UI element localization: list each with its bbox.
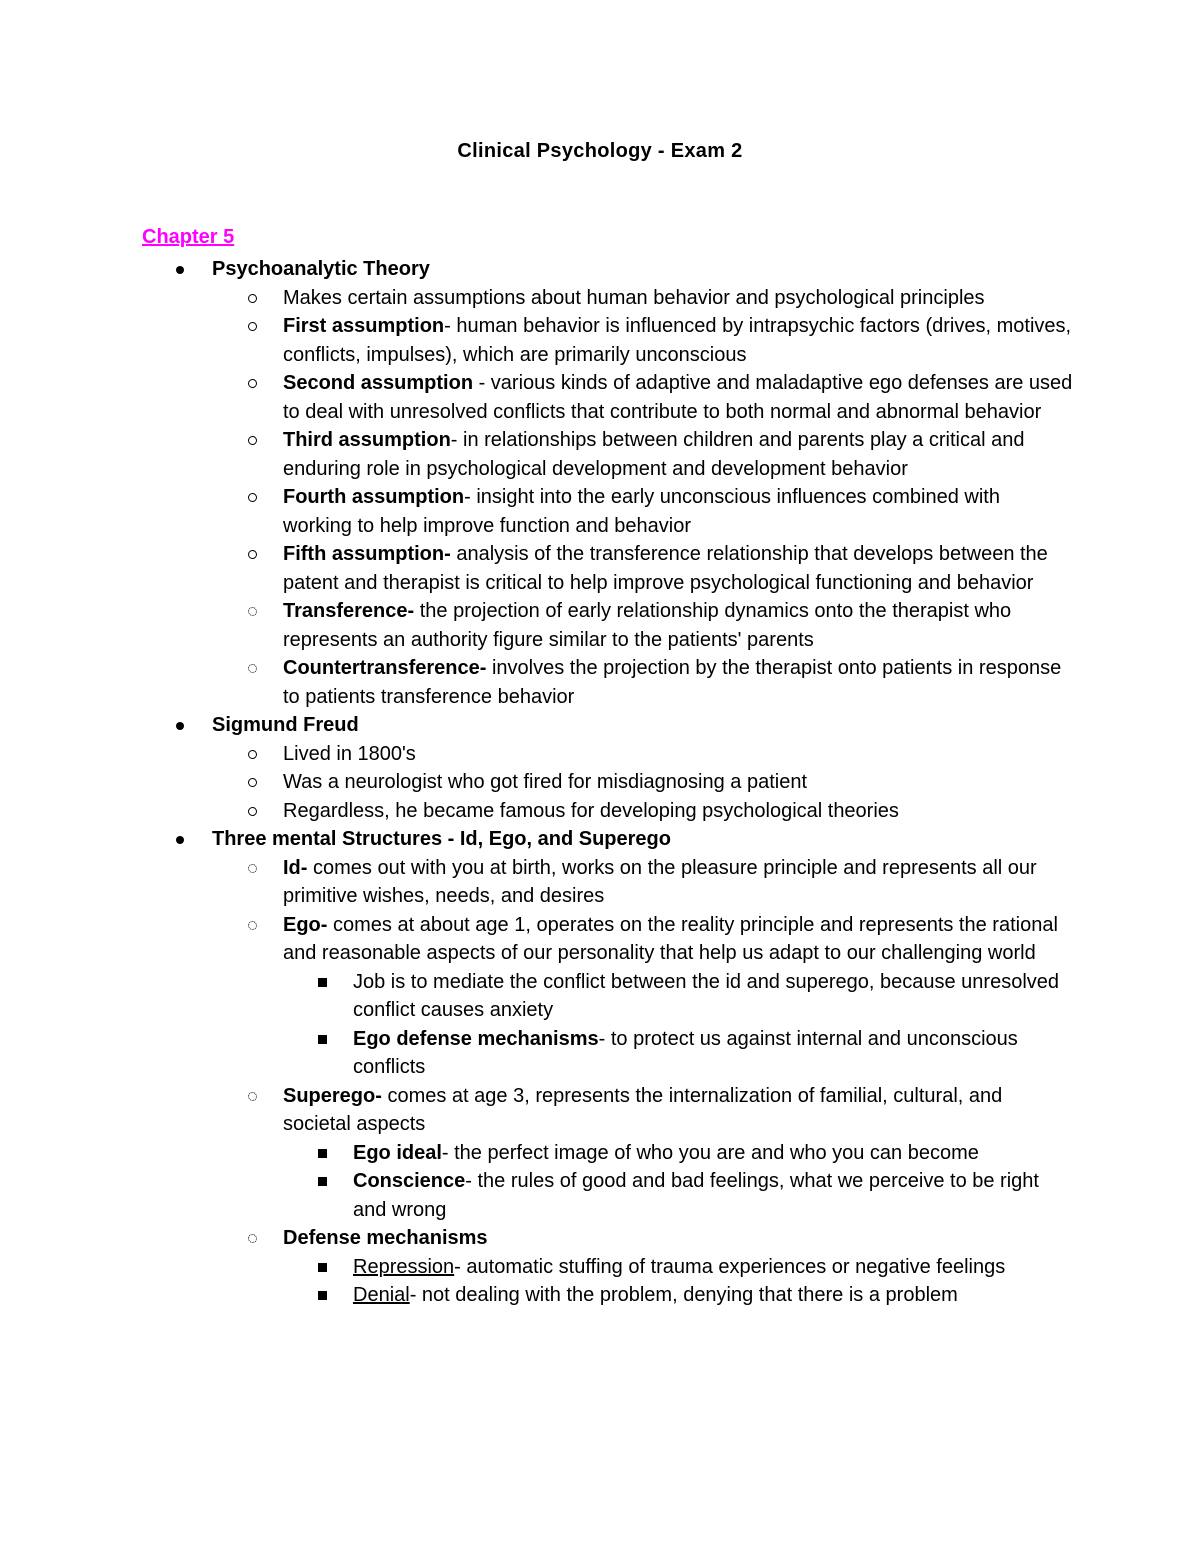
disc-bullet-icon [165, 255, 195, 284]
item-text: - the perfect image of who you are and who you can become [441, 1141, 979, 1164]
item-text: Was a neurologist who got fired for misdiagnosing a patient [283, 771, 807, 793]
square-bullet-icon [307, 1139, 337, 1168]
item-text: - automatic stuffing of trauma experiences or negative feelings [454, 1255, 1006, 1278]
bullet-psychoanalytic-theory [212, 255, 1072, 284]
item-label: First assumption [283, 315, 445, 337]
list-item [283, 483, 1073, 540]
notes-content [0, 255, 1200, 1310]
item-text: Makes certain assumptions about human behavior and psychological principles [283, 286, 985, 309]
list-item [283, 768, 1073, 797]
sub-list-item [353, 1281, 1073, 1310]
list-item [283, 597, 1073, 654]
item-text: Job is to mediate the conflict between the id and superego, because unresolved conflict causes anxiety [353, 970, 1060, 1021]
square-bullet-icon [307, 968, 337, 997]
list-item-defense-mechanisms [283, 1224, 1073, 1253]
item-text: - in relationships between children and parents play a critical and enduring role in psychological development and development behavior [283, 429, 1025, 480]
square-bullet-icon [307, 1281, 337, 1310]
heading-text: Psychoanalytic Theory [212, 258, 430, 280]
item-label: Transference- [283, 600, 415, 622]
square-bullet-icon [307, 1253, 337, 1282]
item-label: Fourth assumption [283, 486, 465, 508]
list-item [283, 369, 1073, 426]
item-label: Fifth assumption- [283, 543, 451, 565]
dotted-circle-bullet-icon [237, 654, 267, 683]
item-text: analysis of the transference relationship that develops between the patent and therapist is critical to help improve psychological functioning and behavior [283, 543, 1048, 594]
square-bullet-icon [307, 1167, 337, 1196]
dotted-circle-bullet-icon [237, 854, 267, 883]
item-label: Conscience [353, 1170, 466, 1192]
item-text: Regardless, he became famous for developing psychological theories [283, 799, 899, 822]
circle-bullet-icon [237, 426, 267, 455]
list-item [283, 312, 1073, 369]
heading-text: Three mental Structures - Id, Ego, and Superego [212, 828, 671, 850]
sub-list-item [353, 1167, 1073, 1224]
item-text: the projection of early relationship dynamics onto the therapist who represents an authority figure similar to the patients' parents [283, 600, 1012, 651]
list-item-id [283, 854, 1073, 911]
item-label: Countertransference- [283, 657, 487, 679]
item-label: Ego- [283, 913, 328, 936]
list-item [283, 740, 1073, 769]
list-item [283, 797, 1073, 826]
circle-bullet-icon [237, 740, 267, 769]
circle-bullet-icon [237, 284, 267, 313]
item-text: involves the projection by the therapist onto patients in response to patients transference behavior [283, 657, 1062, 708]
sub-list-item [353, 1025, 1073, 1082]
heading-text: Sigmund Freud [212, 714, 359, 736]
bullet-sigmund-freud [212, 711, 1072, 740]
disc-bullet-icon [165, 711, 195, 740]
item-text: - human behavior is influenced by intrapsychic factors (drives, motives, conflicts, impulses), which are primarily unconscious [283, 315, 1072, 366]
list-item [283, 426, 1073, 483]
list-item-ego [283, 911, 1073, 968]
dotted-circle-bullet-icon [237, 597, 267, 626]
item-text: - various kinds of adaptive and maladaptive ego defenses are used to deal with unresolved conflicts that contribute to both normal and abnormal behavior [283, 372, 1073, 423]
document-title: Clinical Psychology - Exam 2 [457, 140, 743, 162]
bullet-mental-structures [212, 825, 1072, 854]
circle-bullet-icon [237, 369, 267, 398]
item-text: - to protect us against internal and unconscious conflicts [353, 1027, 1018, 1078]
list-item [283, 654, 1073, 711]
dotted-circle-bullet-icon [237, 1224, 267, 1253]
dotted-circle-bullet-icon [237, 1082, 267, 1111]
circle-bullet-icon [237, 768, 267, 797]
square-bullet-icon [307, 1025, 337, 1054]
item-text: - not dealing with the problem, denying that there is a problem [409, 1284, 958, 1306]
item-label: Third assumption [283, 429, 451, 451]
item-label: Repression [353, 1255, 455, 1278]
list-item [283, 284, 1073, 313]
item-label: Defense mechanisms [283, 1227, 488, 1249]
sub-list-item [353, 1139, 1073, 1168]
item-text: Lived in 1800's [283, 742, 416, 765]
item-text: comes at age 3, represents the internalization of familial, cultural, and societal aspects [283, 1084, 1003, 1135]
item-text: - insight into the early unconscious influences combined with working to help improve function and behavior [283, 486, 1000, 537]
list-item [283, 540, 1073, 597]
item-label: Superego- [283, 1084, 382, 1107]
item-text: comes out with you at birth, works on the pleasure principle and represents all our primitive wishes, needs, and desires [283, 856, 1037, 907]
circle-bullet-icon [237, 797, 267, 826]
item-label: Id- [283, 856, 308, 879]
circle-bullet-icon [237, 483, 267, 512]
disc-bullet-icon [165, 825, 195, 854]
item-label: Second assumption [283, 372, 479, 394]
circle-bullet-icon [237, 540, 267, 569]
sub-list-item [353, 1253, 1073, 1282]
item-text: comes at about age 1, operates on the reality principle and represents the rational and reasonable aspects of our personality that help us adapt to our challenging world [283, 913, 1058, 964]
item-text: - the rules of good and bad feelings, what we perceive to be right and wrong [353, 1170, 1039, 1221]
item-label: Denial [353, 1284, 410, 1306]
item-label: Ego defense mechanisms [353, 1027, 599, 1050]
sub-list-item [353, 968, 1073, 1025]
dotted-circle-bullet-icon [237, 911, 267, 940]
list-item-superego [283, 1082, 1073, 1139]
chapter-heading: Chapter 5 [142, 226, 235, 248]
item-label: Ego ideal [353, 1141, 442, 1164]
circle-bullet-icon [237, 312, 267, 341]
